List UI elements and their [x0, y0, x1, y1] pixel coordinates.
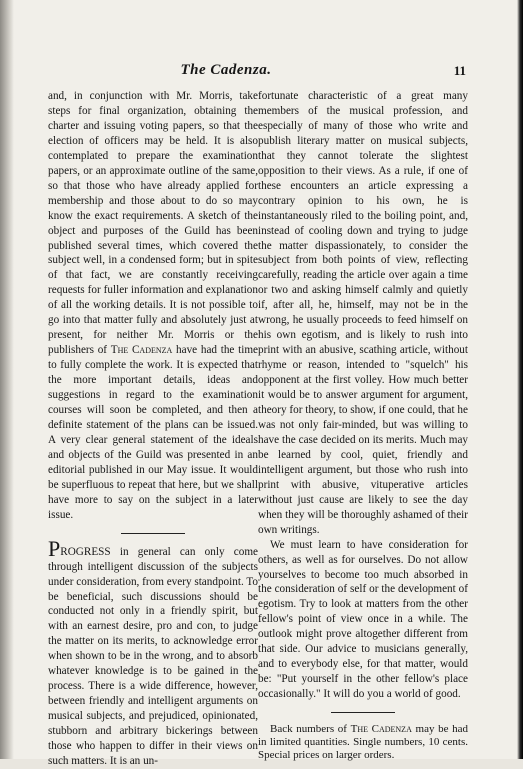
drop-initial: P [48, 535, 61, 561]
guild-text-tail: have had the time to fully complete the work. It is expected that the more important details, ideas and suggestions in regard to the examination courses will soon be completed, and then a definite statement of the plans can be issued. A very clear general statement of the ideals and objects of the Guild was presented in an editorial published in our May issue. It would be superfluous to repeat that here, but we shall have more to say on the subject in a later issue. [48, 344, 259, 521]
cadenza-name: The Cadenza [110, 344, 173, 357]
progress-paragraph [48, 535, 258, 769]
page-number: 11 [453, 63, 466, 78]
page-header [48, 62, 466, 84]
consideration-paragraph: We must learn to have consideration for others, as well as for ourselves. Do not allow yourselves to become too much absorbed in the consideration of self or the development of egotism. Try to look at matters from the other fellow's point of view once in a while. The outlook might prove altogether different from that side. Our advice to musicians generally, and to everybody else, for that matter, would be: "Put yourself in the other fellow's place occasionally." It will do you a world of good. [258, 538, 468, 701]
section-divider [121, 533, 185, 534]
back-numbers-notice [258, 723, 468, 762]
notice-text-tail: may be had in limited quantities. Single numbers, 10 cents. Special prices on larger orders. [258, 723, 469, 762]
right-column [258, 89, 468, 762]
notice-text: Back numbers of [270, 723, 351, 736]
page-binding-shadow [0, 0, 14, 759]
notice-divider [331, 712, 395, 713]
progress-text: ROGRESS in general can only come through intelligent discussion of the subjects under consideration, from every standpoint. To be beneficial, such discussions should be conducted not only in a friendly spirit, but with an earnest desire, pro and con, to judge the matter on its merits, to acknowledge error when shown to be in the wrong, and to absorb whatever knowledge is to be gained in the process. There is a wide difference, however, between friendly and intelligent arguments on musical subjects, and prejudiced, opinionated, stubborn and arbitrary bickerings between those who happen to differ in their views on such matters. It is an un- [48, 545, 258, 767]
continuation-paragraph: fortunate characteristic of a great many members of the musical profession, and especially of many of those who write and publish literary matter on musical subjects, that they cannot tolerate the slightest opposition to their views. As a rule, if one of these encounters an article expressing a contrary opinion to his own, he is instantaneously riled to the boiling point, and, instead of cooling down and trying to judge the matter dispassionately, to consider the subject from both points of view, reflecting carefully, reading the article over again a time or two and asking himself calmly and quietly if, after all, he, himself, may not be in the wrong, he usually proceeds to feed himself on his own egotism, and is likely to rush into print with an abusive, scathing article, without rhyme or reason, intended to "squelch" his opponent at the first volley. How much better it would be to answer argument for argument, theory for theory, to show, if one could, that he was not only fair-minded, but was willing to have the case decided on its merits. Much may be learned by cool, quiet, friendly and intelligent argument, but those who rush into print with abusive, vituperative articles without just cause are likely to see the day when they will be thoroughly ashamed of their own writings. [258, 90, 468, 536]
guild-paragraph [48, 89, 258, 523]
notice-cadenza-name: The Cadenza [350, 723, 412, 736]
page-edge-shadow [517, 0, 523, 759]
left-column [48, 89, 258, 769]
guild-text: and, in conjunction with Mr. Morris, take steps for final organization, obtaining the charter and issuing voting papers, so that the election of officers may be held. It is also contemplated to prepare the examination papers, or an approximate outline of the same, so that those who have already applied for membership and those about to do so may know the exact requirements. A sketch of the object and purposes of the Guild has been published several times, which covered the subject well, in a condensed form; but in spite of that fact, we are constantly receiving requests for fuller information and explanation of all the working details. It is not possible to go into that matter fully and absolutely just at present, for neither Mr. Morris or the publishers of [48, 90, 258, 357]
magazine-title: The Cadenza. [180, 62, 272, 78]
